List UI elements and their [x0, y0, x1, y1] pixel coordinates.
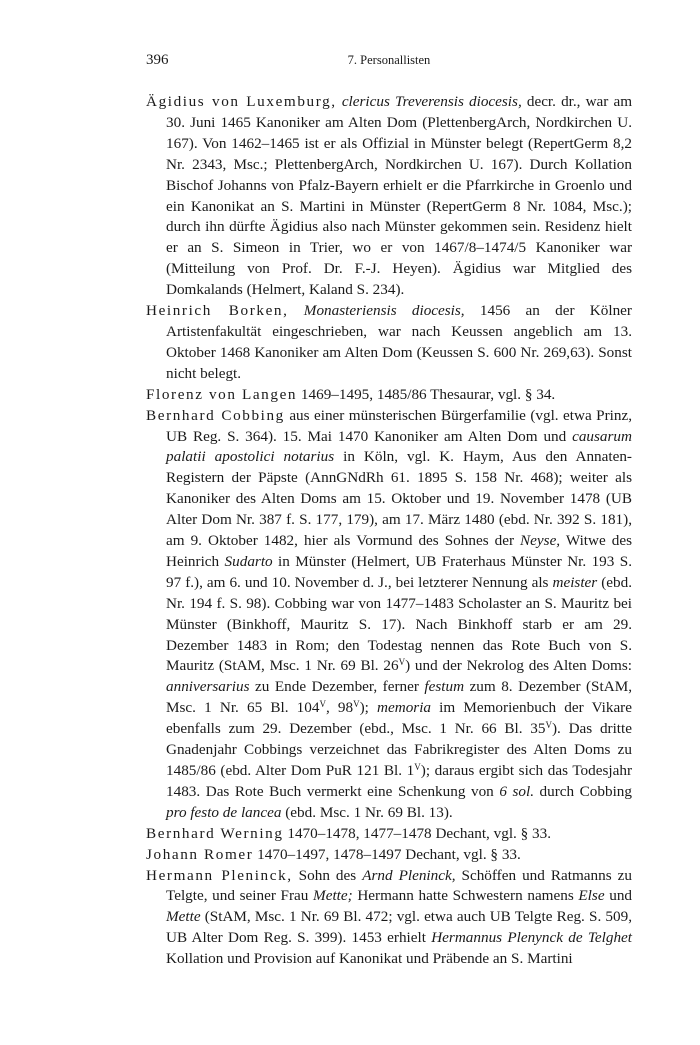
entry-text: zum 8. Dezember (StAM, Msc. 1 Nr. 65 Bl. 104 [166, 678, 632, 717]
person-name: Bernhard Werning [146, 824, 284, 842]
italic-quote: anniversarius [166, 678, 250, 696]
person-name: Heinrich Borken, [146, 302, 289, 320]
entry-text: 1470–1497, 1478–1497 Dechant, vgl. § 33. [253, 845, 521, 863]
italic-quote: Mette; [313, 887, 353, 905]
entry-text: , 98 [325, 699, 354, 717]
entry-text: ). Das dritte Gnadenjahr Cobbings verzeichnet das Fabrikregister des Alten Doms zu 1485/86 (ebd. Alter Dom PuR 121 Bl. 1 [166, 720, 632, 779]
italic-quote: Else [578, 887, 605, 905]
entry-text: ); [359, 699, 378, 717]
italic-quote: Arnd Pleninck, [362, 866, 456, 884]
entry-text: (ebd. Nr. 194 f. S. 98). Cobbing war von 1477–1483 Scholaster an S. Mauritz bei Münster (Binkhoff, Mauritz S. 17). Nach Binkhoff starb er am 29. Dezember 1483 in Rom; den Todestag nennen das Rote Buch von S. Mauritz (StAM, Msc. 1 Nr. 69 Bl. 26 [166, 573, 632, 675]
superscript-verso: V [545, 720, 552, 731]
entry-text: 1469–1495, 1485/86 Thesaurar, vgl. § 34. [297, 385, 556, 403]
entry-text: Witwe des Heinrich [166, 532, 632, 570]
entry-text: in Köln, vgl. K. Haym, Aus den Annaten-Registern der Päpste (AnnGNdRh 61. 1895 S. 158 Nr. 468); weiter als Kanoniker des Alten Doms am 15. Oktober und 19. November 1478 (UB Alter Dom Nr. 387 f. S. 177, 179), am 17. März 1480 (ebd. Nr. 392 S. 181), am 9. Oktober 1482, hier als Vormund des Sohnes der [166, 448, 632, 550]
entry-text: Kollation und Provision auf Kanonikat und Präbende an S. Martini [166, 950, 573, 968]
entry-text: zu Ende Dezember, ferner [249, 678, 425, 696]
italic-quote: Hermannus Plenynck de Telghet [431, 929, 633, 947]
entry-text: im Memorienbuch der Vikare ebenfalls zum 29. Dezember (ebd., Msc. 1 Nr. 66 Bl. 35 [166, 699, 632, 738]
superscript-verso: V [319, 699, 326, 710]
entry-text: Schöffen und Ratmanns zu Telgte, und seiner Frau [166, 866, 632, 905]
page-header [146, 52, 632, 72]
person-name: Hermann Pleninck, [146, 866, 293, 884]
entry-list [146, 92, 632, 970]
italic-quote: festum [424, 678, 465, 696]
person-entry [146, 385, 632, 406]
entry-text: ); daraus ergibt sich das Todesjahr 1483. Das Rote Buch vermerkt eine Schenkung von [166, 762, 633, 800]
person-name: Johann Romer [146, 845, 254, 863]
italic-quote: Neyse, [520, 532, 561, 550]
entry-text: durch Cobbing [534, 782, 632, 800]
entry-text: aus einer münsterischen Bürgerfamilie (vgl. etwa Prinz, UB Reg. S. 364). 15. Mai 1470 Kanoniker am Alten Dom und [166, 406, 632, 445]
entry-text: und [604, 887, 632, 905]
running-head: 7. Personallisten [347, 53, 431, 67]
entry-text: decr. dr., war am 30. Juni 1465 Kanoniker am Alten Dom (PlettenbergArch, Nordkirchen U. 167). Von 1462–1465 ist er als Offizial in Münster belegt (RepertGerm 8,2 Nr. 2343, Msc.; PlettenbergArch, Nordkirchen U. 167). Durch Kollation Bischof Johanns von Pfalz-Bayern erhielt er die Pfarrkirche in Groenlo und ein Kanonikat an S. Martini in Münster (RepertGerm 8 Nr. 1084, Msc.); durch ihn dürfte Ägidius also nach Münster gekommen sein. Residenz hielt er an S. Simeon in Trier, wo er von 1467/8–1474/5 Kanoniker war (Mitteilung von Prof. Dr. F.-J. Heyen). Ägidius war Mitglied des Domkalands (Helmert, Kaland S. 234). [166, 93, 633, 299]
entry-text: ) und der Nekrolog des Alten Doms: [405, 657, 632, 675]
italic-quote: meister [552, 573, 598, 591]
entry-text [289, 302, 304, 319]
entry-text: (StAM, Msc. 1 Nr. 69 Bl. 472; vgl. etwa auch UB Telgte Reg. S. 509, UB Alter Dom Reg. S. 399). 1453 erhielt [166, 908, 632, 947]
italic-quote: clericus Treverensis diocesis, [341, 93, 522, 110]
entry-text: Hermann hatte Schwestern namens [352, 887, 579, 905]
entry-text: Sohn des [292, 866, 363, 884]
italic-quote: memoria [377, 699, 432, 717]
person-entry [146, 866, 632, 971]
italic-quote: pro festo de lancea [166, 803, 282, 821]
page-number: 396 [146, 52, 169, 68]
person-entry [146, 92, 632, 301]
entry-text: in Münster (Helmert, UB Fraterhaus Münster Nr. 193 S. 97 f.), am 6. und 10. November d. J., bei letzterer Nennung als [166, 552, 632, 591]
person-name: Florenz von Langen [146, 385, 298, 403]
entry-text: 1456 an der Kölner Artistenfakultät eingeschrieben, war nach Keussen angeblich am 13. Oktober 1468 Kanoniker am Alten Dom (Keussen S. 600 Nr. 269,63). Sonst nicht belegt. [166, 302, 632, 382]
italic-quote: Mette [166, 908, 201, 926]
person-entry [146, 301, 632, 385]
italic-quote: causarum palatii apostolici notarius [166, 427, 632, 466]
superscript-verso: V [414, 762, 421, 772]
entry-text: 1470–1478, 1477–1478 Dechant, vgl. § 33. [283, 824, 552, 842]
entry-text: (ebd. Msc. 1 Nr. 69 Bl. 13). [281, 803, 453, 821]
superscript-verso: V [398, 657, 406, 668]
person-entry [146, 406, 632, 824]
person-entry [146, 845, 632, 866]
person-name: Ägidius von Luxemburg, [146, 93, 337, 110]
person-name: Bernhard Cobbing [146, 406, 285, 424]
italic-quote: 6 sol. [499, 782, 534, 800]
italic-quote: Sudarto [224, 552, 273, 570]
italic-quote: Monasteriensis diocesis, [303, 302, 465, 320]
superscript-verso: V [353, 699, 360, 710]
person-entry [146, 824, 632, 845]
